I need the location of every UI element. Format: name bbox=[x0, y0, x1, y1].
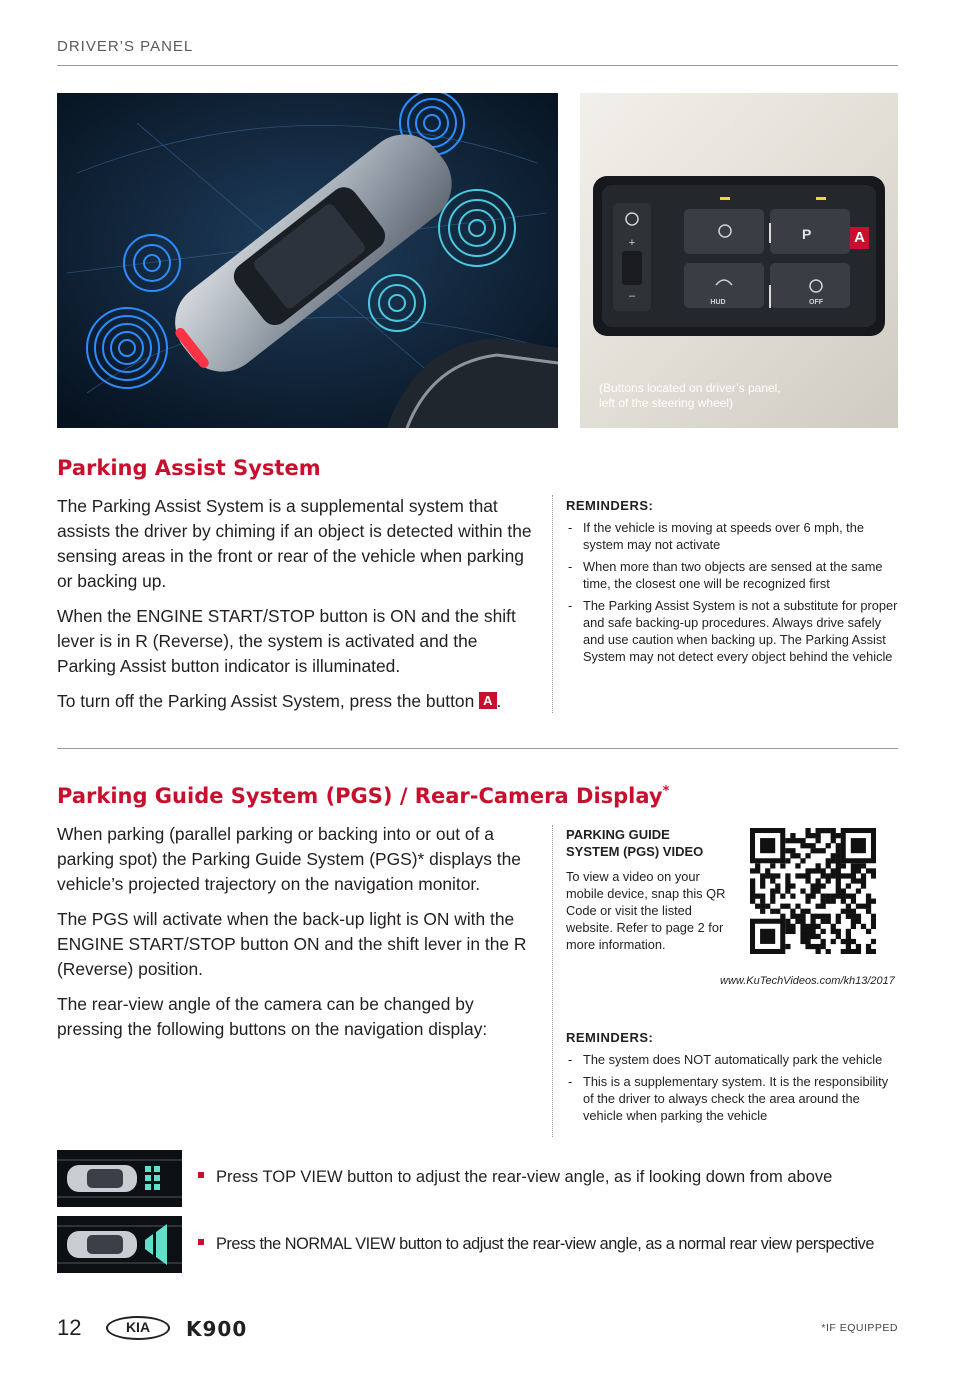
normal-view-bullet bbox=[198, 1235, 874, 1254]
photo-caption bbox=[599, 381, 781, 411]
top-view-bullet bbox=[198, 1168, 832, 1187]
pgs-title-asterisk: * bbox=[662, 784, 670, 799]
parking-assist-body bbox=[57, 494, 539, 724]
video-title bbox=[566, 826, 726, 860]
bullet-square bbox=[198, 1239, 204, 1245]
pgs-title bbox=[57, 784, 669, 808]
section-rule bbox=[57, 748, 898, 749]
kia-logo: KIA bbox=[106, 1316, 170, 1340]
column-divider bbox=[552, 495, 553, 713]
model-logo: K900 bbox=[186, 1317, 248, 1341]
hud-label: HUD bbox=[710, 299, 726, 306]
parking-sensor-illustration bbox=[57, 93, 558, 428]
qr-code[interactable] bbox=[750, 828, 876, 954]
parking-assist-paragraph: The Parking Assist System is a supplemental system that assists the driver by chiming if an object is detected within the sensing areas in the front or rear of the vehicle when parking or backing up. bbox=[57, 496, 532, 591]
section-header: DRIVER’S PANEL bbox=[57, 38, 194, 55]
video-url-link[interactable]: www.KuTechVideos.com/kh13/2017 bbox=[720, 975, 895, 987]
esc-off-label: OFF bbox=[809, 299, 823, 306]
footnote: *IF EQUIPPED bbox=[821, 1322, 898, 1334]
reminders-heading: REMINDERS: bbox=[566, 1030, 654, 1045]
pgs-reminders bbox=[566, 1030, 899, 1129]
bullet-square bbox=[198, 1172, 204, 1178]
parking-assist-title: Parking Assist System bbox=[57, 456, 321, 480]
parking-assist-reminders bbox=[566, 498, 899, 670]
driver-panel-photo bbox=[580, 93, 898, 428]
reminder-item: - If the vehicle is moving at speeds over 6 mph, the system may not activate bbox=[566, 519, 899, 553]
reminder-item: - The system does NOT automatically park the vehicle bbox=[566, 1051, 899, 1068]
pgs-body bbox=[57, 822, 539, 1052]
pgs-paragraph: When parking (parallel parking or backing into or out of a parking spot) the Parking Guide System (PGS)* displays the vehicle’s projected trajectory on the navigation monitor. bbox=[57, 824, 521, 894]
turn-off-text: To turn off the Parking Assist System, press the button bbox=[57, 691, 480, 711]
reminder-item: - When more than two objects are sensed at the same time, the closest one will be recognized first bbox=[566, 558, 899, 592]
video-description: To view a video on your mobile device, snap this QR Code or visit the listed website. Refer to page 2 for more information. bbox=[566, 869, 726, 952]
page-number: 12 bbox=[57, 1315, 82, 1340]
pgs-paragraph: The rear-view angle of the camera can be changed by pressing the following buttons on the navigation display: bbox=[57, 994, 488, 1039]
plus-label: + bbox=[628, 237, 636, 249]
top-view-bullet-text: Press TOP VIEW button to adjust the rear-view angle, as if looking down from above bbox=[216, 1168, 833, 1186]
reminders-heading: REMINDERS: bbox=[566, 498, 654, 513]
reminder-item: - The Parking Assist System is not a substitute for proper and safe backing-up procedures. Always drive safely and use caution when backing up. The Parking Assist System may not detect every object behind the vehicle bbox=[566, 597, 899, 665]
photo-caption-line1: (Buttons located on driver’s panel, bbox=[599, 381, 781, 395]
video-title-line1: PARKING GUIDE bbox=[566, 827, 670, 842]
header-rule bbox=[57, 65, 898, 66]
parking-assist-turn-off bbox=[57, 689, 539, 714]
reminder-item: - This is a supplementary system. It is the responsibility of the driver to always check the area around the vehicle when parking the vehicle bbox=[566, 1073, 899, 1124]
photo-caption-line2: left of the steering wheel) bbox=[599, 396, 734, 410]
minus-label: – bbox=[628, 290, 636, 302]
normal-view-thumbnail bbox=[57, 1216, 182, 1273]
parking-assist-paragraph: When the ENGINE START/STOP button is ON and the shift lever is in R (Reverse), the system is activated and the Parking Assist button indicator is illuminated. bbox=[57, 606, 516, 676]
video-title-line2: SYSTEM (PGS) VIDEO bbox=[566, 844, 704, 859]
callout-a-badge: A bbox=[479, 692, 496, 709]
normal-view-bullet-text: Press the NORMAL VIEW button to adjust the rear-view angle, as a normal rear view perspective bbox=[216, 1235, 874, 1253]
pgs-video-block bbox=[566, 826, 726, 953]
top-view-thumbnail bbox=[57, 1150, 182, 1207]
callout-a-badge: A bbox=[850, 227, 869, 249]
parking-assist-button-label: P bbox=[802, 226, 812, 242]
turn-off-period: . bbox=[496, 691, 502, 711]
pgs-title-text: Parking Guide System (PGS) / Rear-Camera Display bbox=[57, 784, 663, 808]
column-divider bbox=[552, 825, 553, 1137]
pgs-paragraph: The PGS will activate when the back-up light is ON with the ENGINE START/STOP button ON and the shift lever in the R (Reverse) position. bbox=[57, 909, 527, 979]
